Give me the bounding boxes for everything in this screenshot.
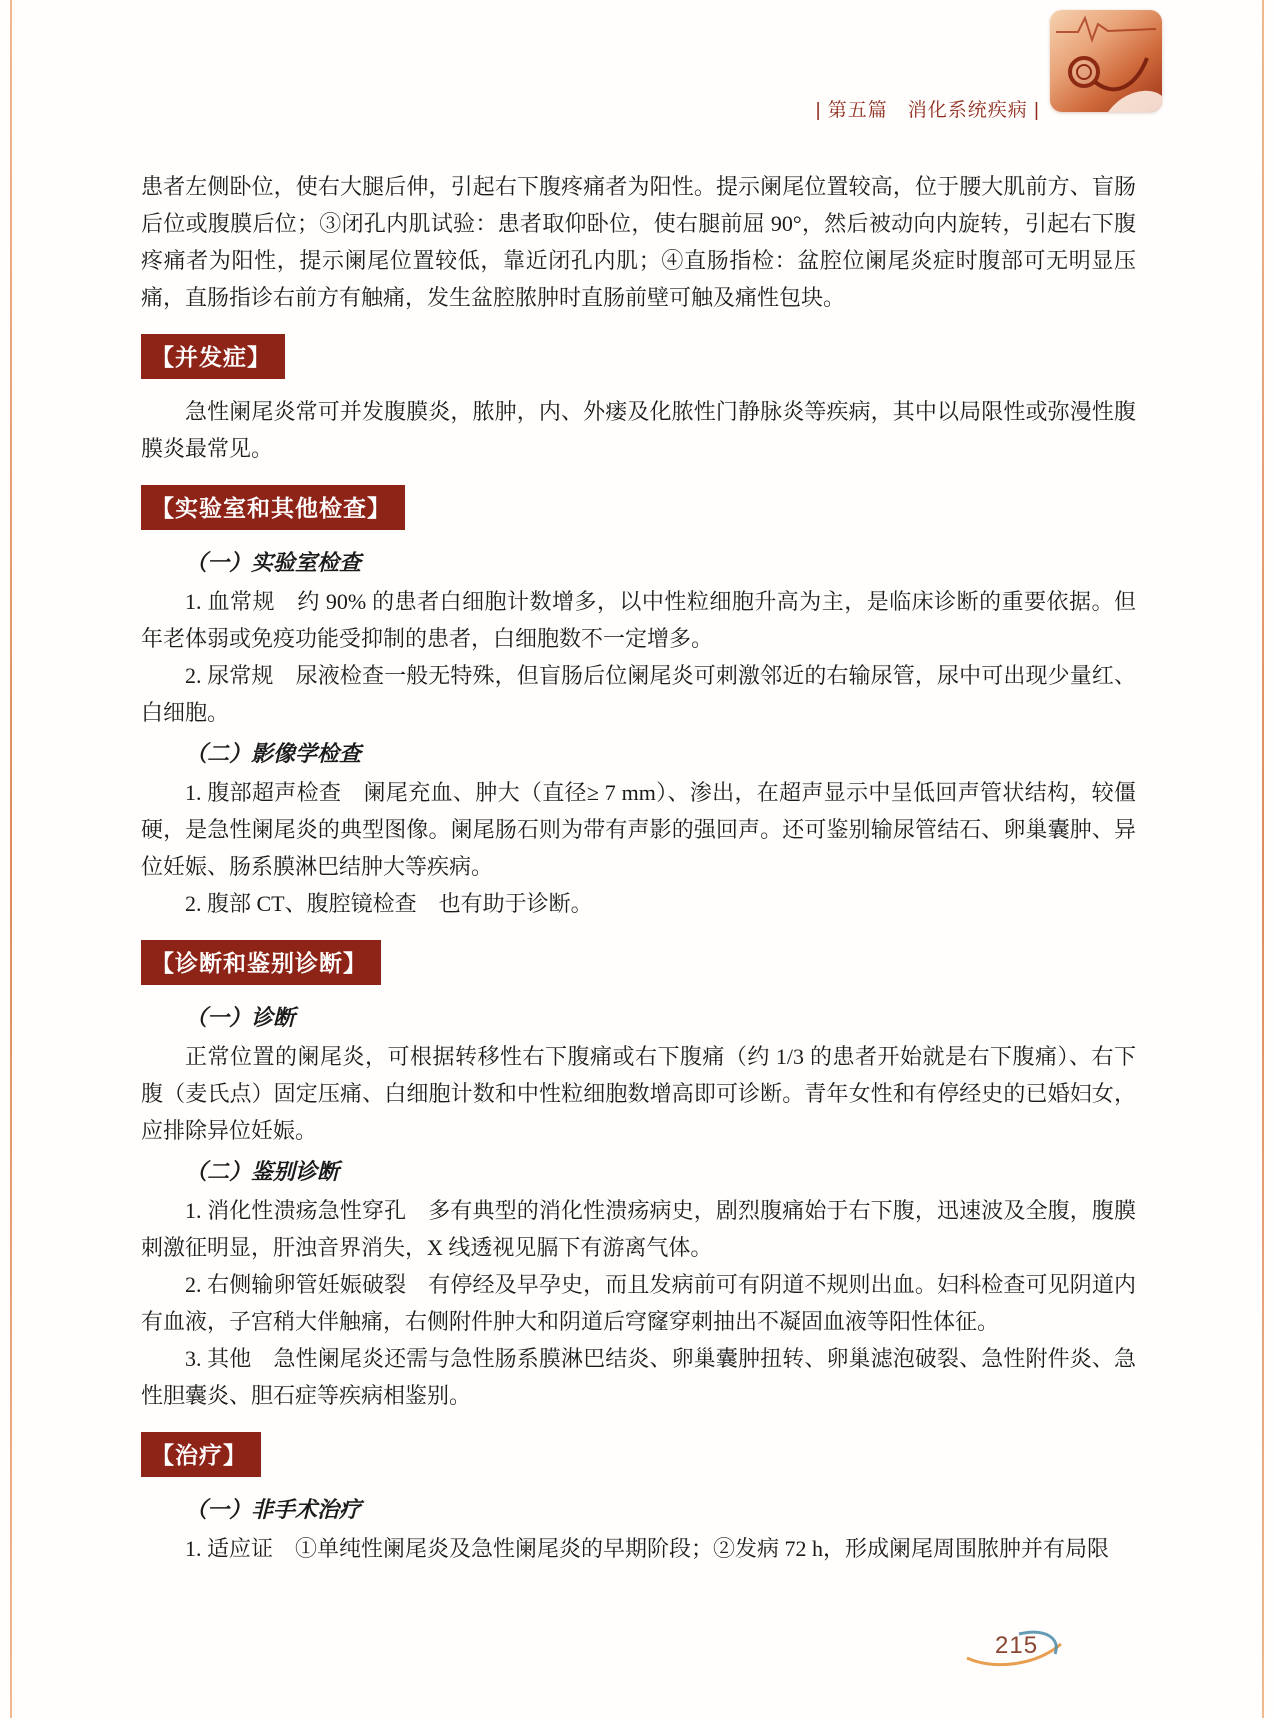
paragraph: 2. 尿常规 尿液检查一般无特殊，但盲肠后位阑尾炎可刺激邻近的右输尿管，尿中可出现少量红、白细胞。	[141, 663, 1136, 725]
paragraph: 急性阑尾炎常可并发腹膜炎，脓肿，内、外瘘及化脓性门静脉炎等疾病，其中以局限性或弥漫性腹膜炎最常见。	[141, 399, 1136, 461]
lead-paragraph: 患者左侧卧位，使右大腿后伸，引起右下腹疼痛者为阳性。提示阑尾位置较高，位于腰大肌前方、盲肠后位或腹膜后位；③闭孔内肌试验：患者取仰卧位，使右腿前屈 90°，然后被动向内旋转，引起右下腹疼痛者为阳性，提示阑尾位置较低，靠近闭孔内肌；④直肠指检：盆腔位阑尾炎症时腹部可无明显压痛，直肠指诊右前方有触痛，发生盆腔脓肿时直肠前壁可触及痛性包块。	[141, 174, 1136, 310]
corner-medical-artwork	[1050, 10, 1162, 112]
paragraph: 正常位置的阑尾炎，可根据转移性右下腹痛或右下腹痛（约 1/3 的患者开始就是右下腹痛）、右下腹（麦氏点）固定压痛、白细胞计数和中性粒细胞数增高即可诊断。青年女性和有停经史的已婚妇女，应排除异位妊娠。	[141, 1044, 1136, 1143]
subsection-heading: （二）影像学检查	[185, 741, 362, 766]
paragraph: 1. 血常规 约 90% 的患者白细胞计数增多，以中性粒细胞升高为主，是临床诊断的重要依据。但年老体弱或免疫功能受抑制的患者，白细胞数不一定增多。	[141, 589, 1136, 651]
subsection-heading: （一）诊断	[185, 1005, 296, 1030]
section-title: 【并发症】	[141, 334, 285, 379]
section-title: 【治疗】	[141, 1432, 261, 1477]
section	[141, 334, 1136, 467]
subsection-heading: （二）鉴别诊断	[185, 1159, 340, 1184]
section	[141, 940, 1136, 1414]
paragraph: 1. 适应证 ①单纯性阑尾炎及急性阑尾炎的早期阶段；②发病 72 h，形成阑尾周围脓肿并有局限	[185, 1536, 1110, 1561]
section	[141, 485, 1136, 922]
paragraph: 2. 腹部 CT、腹腔镜检查 也有助于诊断。	[185, 891, 593, 916]
sections	[141, 334, 1136, 1567]
paragraph: 3. 其他 急性阑尾炎还需与急性肠系膜淋巴结炎、卵巢囊肿扭转、卵巢滤泡破裂、急性附件炎、急性胆囊炎、胆石症等疾病相鉴别。	[141, 1346, 1136, 1408]
section	[141, 1432, 1136, 1567]
page-number: 215	[995, 1632, 1039, 1659]
paragraph: 2. 右侧输卵管妊娠破裂 有停经及早孕史，而且发病前可有阴道不规则出血。妇科检查可见阴道内有血液，子宫稍大伴触痛，右侧附件肿大和阴道后穹窿穿刺抽出不凝固血液等阳性体征。	[141, 1272, 1136, 1334]
section-title: 【实验室和其他检查】	[141, 485, 405, 530]
subsection-heading: （一）实验室检查	[185, 550, 362, 575]
page-edge-line-right	[1262, 0, 1264, 1718]
page-footer	[963, 1624, 1067, 1670]
subsection-heading: （一）非手术治疗	[185, 1497, 362, 1522]
page-edge-line-left	[10, 0, 12, 1718]
running-head-chapter-label: | 第五篇 消化系统疾病 |	[815, 100, 1040, 121]
stethoscope-icon	[1050, 10, 1162, 112]
page-content	[141, 168, 1136, 1567]
section-title: 【诊断和鉴别诊断】	[141, 940, 381, 985]
paragraph: 1. 腹部超声检查 阑尾充血、肿大（直径≥ 7 mm）、渗出，在超声显示中呈低回声管状结构，较僵硬，是急性阑尾炎的典型图像。阑尾肠石则为带有声影的强回声。还可鉴别输尿管结石、卵巢囊肿、异位妊娠、肠系膜淋巴结肿大等疾病。	[141, 780, 1136, 879]
paragraph: 1. 消化性溃疡急性穿孔 多有典型的消化性溃疡病史，剧烈腹痛始于右下腹，迅速波及全腹，腹膜刺激征明显，肝浊音界消失，X 线透视见膈下有游离气体。	[141, 1198, 1136, 1260]
